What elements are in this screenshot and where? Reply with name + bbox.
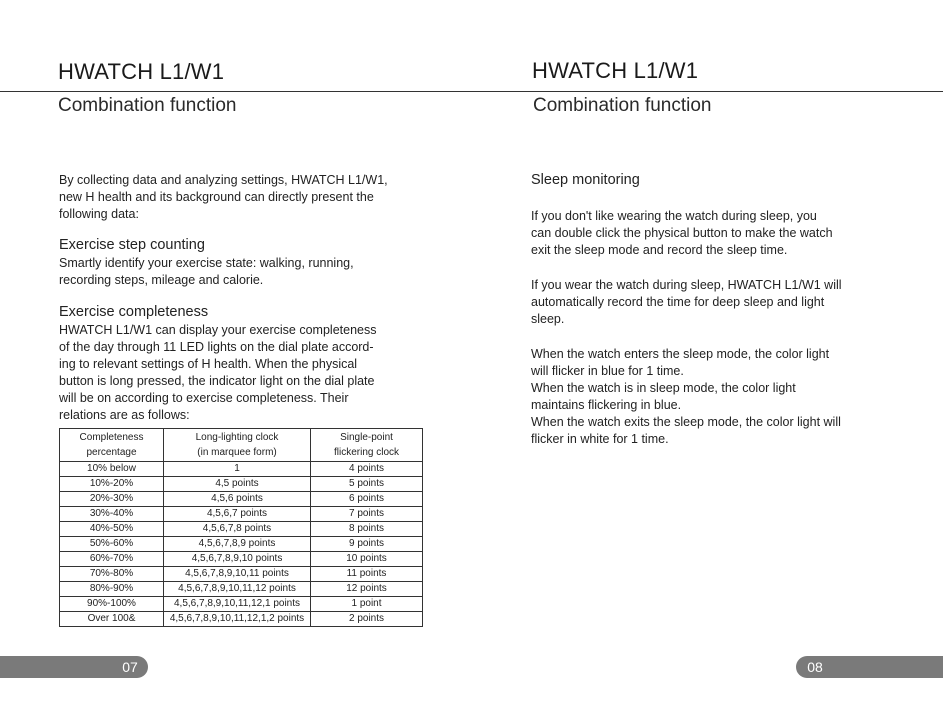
intro-line: new H health and its background can directly present the (59, 190, 374, 204)
sleep-line: flicker in white for 1 time. (531, 432, 669, 446)
right-page-number: 08 (807, 659, 823, 675)
table-cell: 6 points (311, 492, 423, 507)
step-line: recording steps, mileage and calorie. (59, 273, 264, 287)
sleep-line: If you wear the watch during sleep, HWATCH L1/W1 will (531, 278, 842, 292)
table-cell: 4,5,6,7,8,9,10,11 points (164, 567, 311, 582)
table-cell: 10% below (60, 462, 164, 477)
step-line: Smartly identify your exercise state: walking, running, (59, 256, 354, 270)
left-page-title: HWATCH L1/W1 (58, 59, 225, 84)
completeness-line: of the day through 11 LED lights on the dial plate accord- (59, 340, 374, 354)
table-cell: 4,5,6,7 points (164, 507, 311, 522)
sleep-line: maintains flickering in blue. (531, 398, 682, 412)
table-cell: 30%-40% (60, 507, 164, 522)
table-cell: 4,5,6,7,8,9 points (164, 537, 311, 552)
sleep-line: When the watch is in sleep mode, the color light (531, 381, 796, 395)
left-page-subtitle: Combination function (58, 95, 237, 116)
table-cell: 8 points (311, 522, 423, 537)
table-cell: Over 100& (60, 612, 164, 627)
table-row (60, 582, 423, 597)
table-cell: 10 points (311, 552, 423, 567)
table-row (60, 507, 423, 522)
completeness-line: will be on according to exercise completeness. Their (59, 391, 349, 405)
sleep-paragraph-1 (531, 208, 911, 259)
completeness-text (59, 322, 429, 424)
table-row (60, 567, 423, 582)
table-header-row (60, 429, 423, 462)
completeness-heading: Exercise completeness (59, 304, 209, 320)
table-cell: 4,5,6,7,8,9,10,11,12,1,2 points (164, 612, 311, 627)
table-cell: 10%-20% (60, 477, 164, 492)
sleep-line: When the watch exits the sleep mode, the color light will (531, 415, 841, 429)
intro-line: By collecting data and analyzing settings, HWATCH L1/W1, (59, 173, 388, 187)
completeness-line: ing to relevant settings of H health. When the physical (59, 357, 358, 371)
table-cell: 60%-70% (60, 552, 164, 567)
completeness-table (59, 428, 423, 627)
sleep-line: can double click the physical button to make the watch (531, 226, 833, 240)
table-cell: 1 (164, 462, 311, 477)
table-row (60, 612, 423, 627)
intro-line: following data: (59, 207, 139, 221)
left-page-number: 07 (122, 659, 138, 675)
table-cell: 40%-50% (60, 522, 164, 537)
table-row (60, 597, 423, 612)
sleep-line: exit the sleep mode and record the sleep time. (531, 243, 788, 257)
table-cell: 4,5 points (164, 477, 311, 492)
column-header-completeness: Completeness percentage (60, 429, 164, 462)
right-page-title: HWATCH L1/W1 (532, 58, 699, 83)
table-cell: 20%-30% (60, 492, 164, 507)
table-cell: 4 points (311, 462, 423, 477)
table-cell: 7 points (311, 507, 423, 522)
table-row (60, 492, 423, 507)
table-cell: 12 points (311, 582, 423, 597)
table-cell: 80%-90% (60, 582, 164, 597)
table-cell: 70%-80% (60, 567, 164, 582)
right-page-subtitle: Combination function (533, 95, 712, 116)
table-cell: 5 points (311, 477, 423, 492)
table-cell: 4,5,6,7,8 points (164, 522, 311, 537)
table-cell: 4,5,6,7,8,9,10,11,12,1 points (164, 597, 311, 612)
completeness-line: relations are as follows: (59, 408, 190, 422)
table-cell: 11 points (311, 567, 423, 582)
table-cell: 50%-60% (60, 537, 164, 552)
table-row (60, 462, 423, 477)
table-row (60, 477, 423, 492)
sleep-monitoring-heading: Sleep monitoring (531, 172, 640, 188)
intro-paragraph (59, 172, 429, 223)
table-cell: 2 points (311, 612, 423, 627)
header-rule (0, 91, 943, 92)
column-header-long-lighting: Long-lighting clock (in marquee form) (164, 429, 311, 462)
table-row (60, 552, 423, 567)
sleep-line: sleep. (531, 312, 565, 326)
sleep-line: automatically record the time for deep sleep and light (531, 295, 825, 309)
completeness-line: button is long pressed, the indicator light on the dial plate (59, 374, 375, 388)
table-cell: 1 point (311, 597, 423, 612)
sleep-line: When the watch enters the sleep mode, the color light (531, 347, 830, 361)
step-counting-text (59, 255, 429, 289)
table-row (60, 522, 423, 537)
sleep-paragraph-3 (531, 346, 911, 448)
sleep-line: If you don't like wearing the watch during sleep, you (531, 209, 817, 223)
column-header-single-point: Single-point flickering clock (311, 429, 423, 462)
table-cell: 90%-100% (60, 597, 164, 612)
sleep-paragraph-2 (531, 277, 911, 328)
table-cell: 4,5,6,7,8,9,10 points (164, 552, 311, 567)
table-cell: 4,5,6 points (164, 492, 311, 507)
step-counting-heading: Exercise step counting (59, 237, 205, 253)
completeness-line: HWATCH L1/W1 can display your exercise completeness (59, 323, 377, 337)
table-cell: 9 points (311, 537, 423, 552)
sleep-line: will flicker in blue for 1 time. (531, 364, 684, 378)
table-cell: 4,5,6,7,8,9,10,11,12 points (164, 582, 311, 597)
table-row (60, 537, 423, 552)
